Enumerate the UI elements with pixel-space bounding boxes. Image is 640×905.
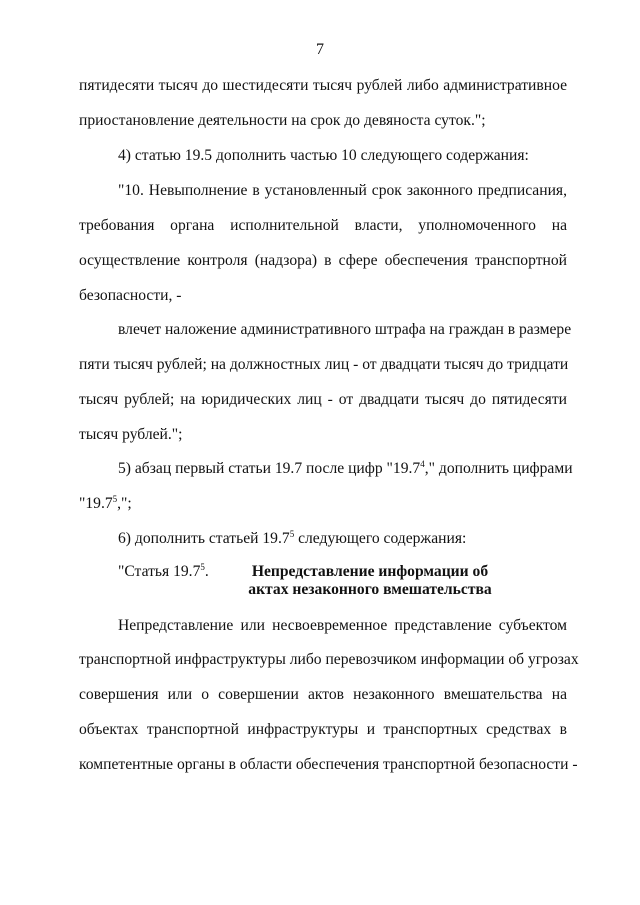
text-line: пяти тысяч рублей; на должностных лиц - от двадцати тысяч до тридцати [79,356,569,373]
text-line: совершения или о совершении актов незаконного вмешательства на [79,686,567,703]
text-line: безопасности, - [79,287,182,304]
text-line: транспортной инфраструктуры либо перевозчиком информации об угрозах [79,651,579,668]
text-line: влечет наложение административного штрафа на граждан в размере [118,321,572,338]
article-label [118,563,209,581]
text-segment: следующего содержания: [294,530,467,547]
superscript: 5 [200,562,205,572]
text-segment: ,"; [117,495,132,512]
text-line: тысяч рублей; на юридических лиц - от двадцати тысяч до пятидесяти [79,391,567,408]
superscript: 5 [112,494,118,504]
text-segment: "19.7 [79,495,113,512]
text-line: требования органа исполнительной власти, уполномоченного на [79,217,567,234]
quoted-text-line: "10. Невыполнение в установленный срок законного предписания, [118,182,567,199]
text-segment: ," дополнить цифрами [424,460,573,477]
text-segment: 5) абзац первый статьи 19.7 после цифр "19.7 [118,460,421,477]
superscript: 4 [420,459,425,469]
text-segment: . [204,563,209,580]
text-segment: 6) дополнить статьей 19.7 [118,530,290,547]
list-item-6 [118,530,466,548]
text-line: Непредставление или несвоевременное представление субъектом [118,617,567,634]
text-line: компетентные органы в области обеспечения транспортной безопасности - [79,756,578,773]
list-item-4: 4) статью 19.5 дополнить частью 10 следующего содержания: [118,147,529,164]
text-line: приостановление деятельности на срок до девяноста суток."; [79,112,486,129]
superscript: 5 [289,529,295,539]
text-line: осуществление контроля (надзора) в сфере обеспечения транспортной [79,252,567,269]
list-item-5 [118,459,573,478]
page-number: 7 [316,41,324,58]
text-line: объектах транспортной инфраструктуры и транспортных средствах в [79,721,567,738]
text-segment: "Статья 19.7 [118,563,201,580]
text-line [79,495,132,513]
text-line: пятидесяти тысяч до шестидесяти тысяч рублей либо административное [79,77,567,94]
article-title: Непредставление информации об актах незаконного вмешательства [248,563,492,598]
text-line: тысяч рублей."; [79,426,183,443]
